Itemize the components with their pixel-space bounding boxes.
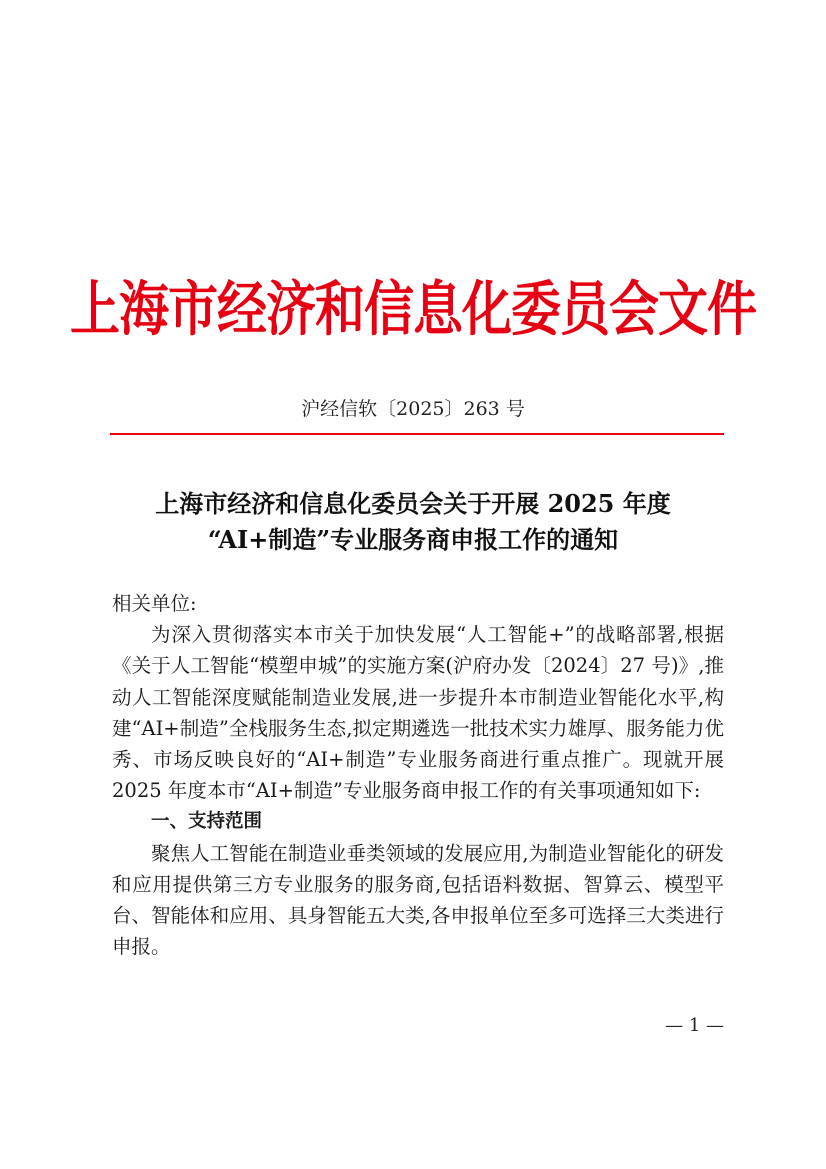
title-line-1: 上海市经济和信息化委员会关于开展 2025 年度 [155, 489, 671, 518]
document-number: 沪经信软〔2025〕263 号 [301, 398, 525, 420]
title-line-2: “AI+制造”专业服务商申报工作的通知 [207, 525, 619, 554]
section-heading-support-scope: 一、支持范围 [151, 811, 263, 833]
document-body [112, 588, 724, 962]
paragraph-support-scope: 聚焦人工智能在制造业垂类领域的发展应用,为制造业智能化的研发和应用提供第三方专业服务的服务商,包括语料数据、智算云、模型平台、智能体和应用、具身智能五大类,各申报单位至多可选择三大类进行申报。 [112, 841, 724, 959]
document-title [0, 486, 826, 558]
paragraph-intro: 为深入贯彻落实本市关于加快发展“人工智能+”的战略部署,根据《关于人工智能“模塑申城”的实施方案(沪府办发〔2024〕27 号)》,推动人工智能深度赋能制造业发展,进一步提升本市制造业智能化水平,构建“AI+制造”全栈服务生态,拟定期遴选一批技术实力雄厚、服务能力优秀、市场反映良好的“AI+制造”专业服务商进行重点推广。现就开展 2025 年度本市“AI+制造”专业服务商申报工作的有关事项通知如下: [112, 623, 724, 803]
document-masthead: 上海市经济和信息化委员会文件 [70, 273, 756, 344]
red-divider-line [110, 433, 724, 435]
salutation: 相关单位: [112, 592, 197, 615]
page-number: — 1 — [665, 1015, 724, 1036]
